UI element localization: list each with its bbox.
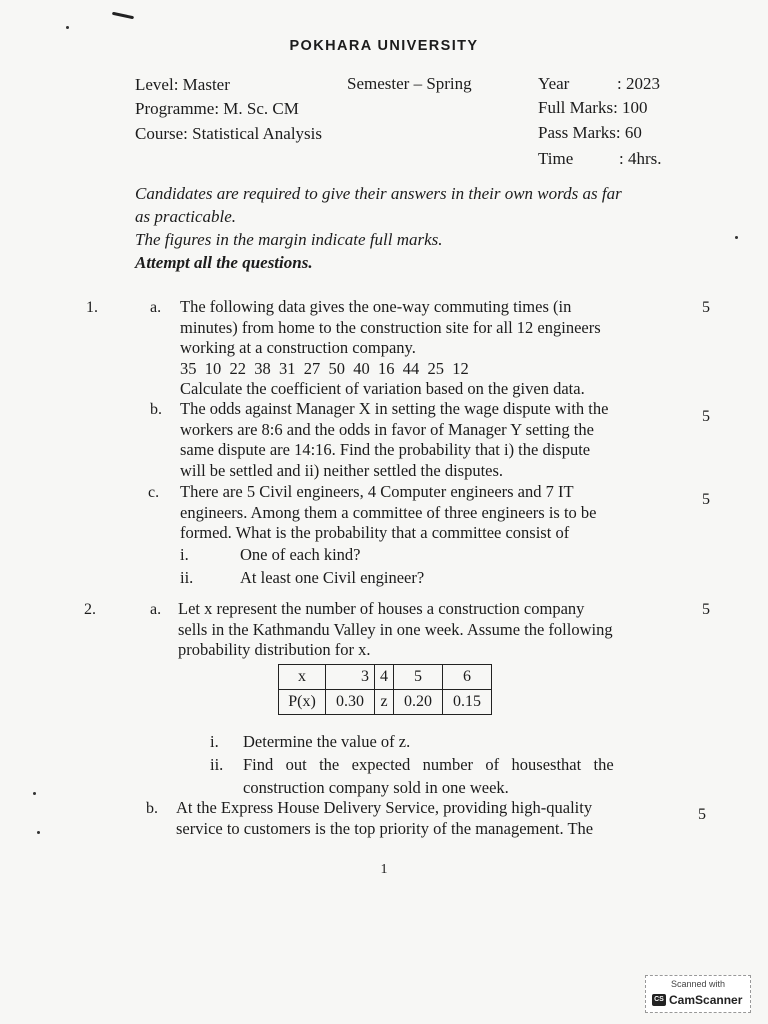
question-1b-text bbox=[180, 399, 674, 481]
level: Level: Master bbox=[135, 75, 230, 94]
camscanner-logo-icon: CS bbox=[652, 994, 666, 1006]
course: Course: Statistical Analysis bbox=[135, 124, 322, 143]
question-line: The odds against Manager X in setting the wage dispute with the bbox=[180, 399, 609, 418]
question-line: workers are 8:6 and the odds in favor of Manager Y setting the bbox=[180, 419, 594, 439]
instruction-line: Candidates are required to give their answers in their own words as far bbox=[135, 184, 622, 203]
table-cell: z bbox=[375, 690, 394, 715]
sub-question: Determine the value of z. bbox=[243, 732, 411, 751]
table-cell: 4 bbox=[375, 665, 394, 690]
table-row bbox=[279, 665, 492, 690]
table-cell: P(x) bbox=[279, 690, 326, 715]
sub-number: ii. bbox=[210, 755, 224, 774]
question-line: Let x represent the number of houses a construction company bbox=[178, 599, 585, 618]
sub-question-continued: construction company sold in one week. bbox=[243, 778, 509, 797]
table-cell: 5 bbox=[394, 665, 443, 690]
part-label: c. bbox=[148, 484, 160, 501]
sub-question: One of each kind? bbox=[240, 545, 361, 564]
full-marks: Full Marks: 100 bbox=[538, 98, 648, 117]
question-line: working at a construction company. bbox=[180, 338, 416, 357]
part-label: a. bbox=[150, 601, 162, 618]
question-line: sells in the Kathmandu Valley in one week. Assume the following bbox=[178, 619, 613, 639]
question-number: 2. bbox=[84, 601, 96, 618]
question-line: Calculate the coefficient of variation based on the given data. bbox=[180, 379, 585, 398]
time-value: : 4hrs. bbox=[619, 149, 662, 168]
sub-number: i. bbox=[210, 732, 219, 751]
scan-artifact-dot bbox=[735, 236, 738, 239]
table-cell: 0.15 bbox=[443, 690, 492, 715]
instruction-line: The figures in the margin indicate full marks. bbox=[135, 230, 443, 249]
programme: Programme: M. Sc. CM bbox=[135, 99, 299, 118]
scanner-caption: Scanned with bbox=[670, 979, 726, 989]
table-cell: 3 bbox=[326, 665, 375, 690]
table-cell: x bbox=[279, 665, 326, 690]
page-number: 1 bbox=[380, 862, 388, 877]
marks: 5 bbox=[702, 408, 710, 425]
scan-artifact-dot bbox=[66, 26, 69, 29]
question-line: probability distribution for x. bbox=[178, 640, 371, 659]
year-value: : 2023 bbox=[617, 74, 660, 93]
sub-number: ii. bbox=[180, 568, 194, 587]
probability-table bbox=[278, 664, 492, 715]
question-line: minutes) from home to the construction site for all 12 engineers bbox=[180, 317, 601, 337]
question-2a-text bbox=[178, 599, 672, 661]
scan-artifact-mark bbox=[112, 12, 134, 20]
time-label: Time bbox=[538, 149, 574, 168]
sub-number: i. bbox=[180, 545, 189, 564]
marks: 5 bbox=[702, 491, 710, 508]
question-2b-text bbox=[176, 798, 672, 839]
part-label: b. bbox=[146, 800, 158, 817]
question-line: engineers. Among them a committee of three engineers is to be bbox=[180, 502, 597, 522]
university-title: POKHARA UNIVERSITY bbox=[289, 38, 479, 54]
marks: 5 bbox=[698, 806, 706, 823]
question-line: At the Express House Delivery Service, providing high-quality bbox=[176, 798, 593, 817]
question-line: will be settled and ii) neither settled the disputes. bbox=[180, 460, 504, 480]
scan-artifact-dot bbox=[37, 831, 40, 834]
year-label: Year bbox=[538, 74, 570, 93]
instruction-line: as practicable. bbox=[135, 207, 237, 226]
instruction-line: Attempt all the questions. bbox=[135, 253, 313, 272]
question-number: 1. bbox=[86, 299, 98, 316]
data-values-line: 35 10 22 38 31 27 50 40 16 44 25 12 bbox=[180, 358, 469, 378]
table-cell: 6 bbox=[443, 665, 492, 690]
instructions bbox=[135, 182, 695, 274]
pass-marks: Pass Marks: 60 bbox=[538, 123, 642, 142]
question-1a-text bbox=[180, 297, 674, 400]
sub-question: Find out the expected number of housesthat the bbox=[243, 755, 614, 774]
table-cell: 0.20 bbox=[394, 690, 443, 715]
question-line: formed. What is the probability that a committee consist of bbox=[180, 523, 570, 542]
sub-question: At least one Civil engineer? bbox=[240, 568, 425, 587]
table-cell: 0.30 bbox=[326, 690, 375, 715]
question-line: same dispute are 14:16. Find the probability that i) the dispute bbox=[180, 440, 591, 459]
part-label: a. bbox=[150, 299, 162, 316]
semester: Semester – Spring bbox=[347, 74, 472, 93]
marks: 5 bbox=[702, 299, 710, 316]
question-line: There are 5 Civil engineers, 4 Computer engineers and 7 IT bbox=[180, 482, 574, 501]
scan-artifact-dot bbox=[33, 792, 36, 795]
part-label: b. bbox=[150, 401, 162, 418]
scanner-brand: CamScanner bbox=[669, 993, 743, 1007]
question-1c-text bbox=[180, 482, 674, 544]
table-row bbox=[279, 690, 492, 715]
question-line: The following data gives the one-way commuting times (in bbox=[180, 297, 572, 316]
marks: 5 bbox=[702, 601, 710, 618]
question-line: service to customers is the top priority of the management. The bbox=[176, 818, 594, 838]
scanner-watermark bbox=[645, 975, 751, 1013]
